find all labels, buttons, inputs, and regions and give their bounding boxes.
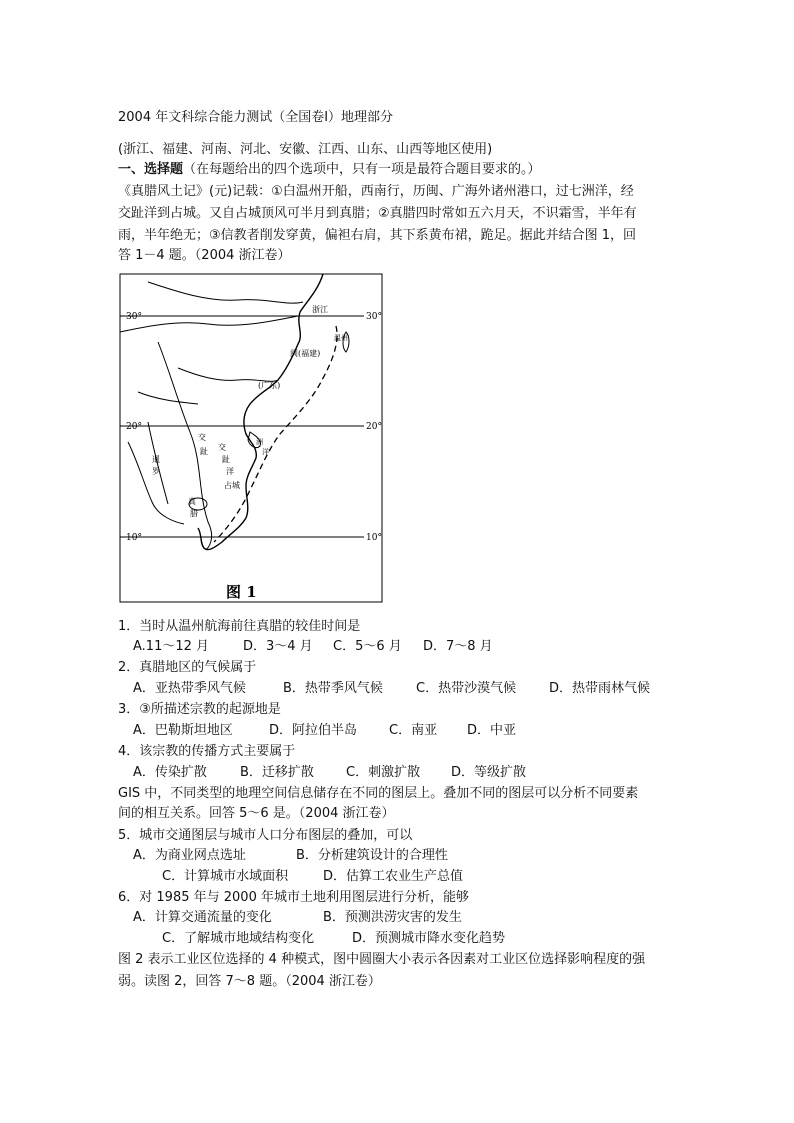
label-zhancheng: 占城 [224, 481, 240, 490]
question-6-stem: 6．对 1985 年与 2000 年城市土地利用图层进行分析，能够 [118, 890, 469, 905]
map-caption: 图 1 [226, 583, 257, 601]
lat-label-30-right: 30° [366, 312, 382, 322]
section-heading: 一、选择题 [118, 162, 184, 177]
label-min-fujian: 闽(福建) [290, 349, 321, 358]
q5-option-c: C．计算城市水域面积 [162, 869, 289, 884]
question-2-stem: 2．真腊地区的气候属于 [118, 660, 257, 675]
passage1-line-4: 答 1－4 题。（2004 浙江卷） [118, 248, 291, 263]
q1-option-c: C．5～6 月 [333, 639, 402, 654]
label-zhenla-1: 真 [188, 497, 196, 506]
question-5-stem: 5．城市交通图层与城市人口分布图层的叠加，可以 [118, 828, 413, 843]
passage1-line-2: 交趾洋到占城。又自占城顶风可半月到真腊；②真腊四时常如五六月天，不识霜雪，半年有 [118, 206, 637, 221]
q6-option-b: B．预测洪涝灾害的发生 [323, 910, 462, 925]
q1-option-d: D．7～8 月 [423, 639, 493, 654]
lat-label-20-left: 20° [126, 422, 142, 432]
q2-option-b: B．热带季风气候 [283, 681, 383, 696]
section-heading-line [118, 160, 541, 180]
q2-option-a: A．亚热带季风气候 [133, 681, 246, 696]
q5-option-b: B．分析建筑设计的合理性 [296, 848, 448, 863]
passage3-line-1: 图 2 表示工业区位选择的 4 种模式，图中圆圈大小表示各因素对工业区位选择影响程度的强 [118, 952, 646, 967]
q5-option-d: D．估算工农业生产总值 [323, 869, 464, 884]
q4-option-c: C．刺激扩散 [346, 765, 421, 780]
passage3-line-2: 弱。读图 2，回答 7～8 题。（2004 浙江卷） [118, 974, 381, 989]
q6-option-c: C．了解城市地域结构变化 [162, 931, 315, 946]
passage2-line-2: 间的相互关系。回答 5～6 是。（2004 浙江卷） [118, 806, 395, 821]
q5-option-a: A．为商业网点选址 [133, 848, 246, 863]
document-subtitle: (浙江、福建、河南、河北、安徽、江西、山东、山西等地区使用) [118, 142, 493, 157]
label-jiaozhiyang-1: 交 [218, 443, 226, 452]
passage1-line-1: 《真腊风土记》(元)记载：①白温州开船，西南行，历闽、广海外诸州港口，过七洲洋，经 [118, 184, 634, 199]
label-jiaozhiyang-3: 洋 [226, 467, 234, 476]
label-xianluo-1: 暹 [152, 455, 160, 464]
q3-option-c: C．南亚 [389, 723, 438, 738]
lat-label-10-right: 10° [366, 533, 382, 543]
q3-option-d: D．中亚 [467, 723, 517, 738]
label-jiaozhi-1: 交 [198, 433, 206, 442]
q1-option-a: A.11～12 月 [133, 639, 210, 654]
q3-option-b: D．阿拉伯半岛 [269, 723, 358, 738]
question-4-stem: 4．该宗教的传播方式主要属于 [118, 744, 296, 759]
section-instruction: （在每题给出的四个选项中，只有一项是最符合题目要求的。） [183, 162, 541, 177]
label-zhouyang-2: 洋 [262, 448, 269, 456]
q1-option-b: D．3～4 月 [243, 639, 313, 654]
label-zhenla-2: 腊 [190, 509, 198, 518]
question-1-stem: 1．当时从温州航海前往真腊的较佳时间是 [118, 619, 361, 634]
q4-option-a: A．传染扩散 [133, 765, 207, 780]
passage2-line-1: GIS 中，不同类型的地理空间信息储存在不同的图层上。叠加不同的图层可以分析不同要素 [118, 786, 639, 801]
question-3-stem: 3．③所描述宗教的起源地是 [118, 702, 281, 717]
document-title: 2004 年文科综合能力测试（全国卷Ⅰ）地理部分 [118, 110, 394, 125]
q3-option-a: A．巴勒斯坦地区 [133, 723, 233, 738]
q6-option-d: D．预测城市降水变化趋势 [352, 931, 506, 946]
label-guangdong: (广东) [258, 381, 281, 390]
label-zhouyang-1: 洲 [256, 438, 263, 446]
q2-option-d: D．热带雨林气候 [549, 681, 651, 696]
passage1-line-3: 雨，半年绝无；③信教者削发穿黄，偏袒右肩，其下系黄布裙，跪足。据此并结合图 1，回 [118, 228, 637, 243]
q4-option-b: B．迁移扩散 [240, 765, 314, 780]
label-jiaozhiyang-2: 趾 [222, 455, 230, 464]
map-svg [118, 272, 384, 604]
lat-label-20-right: 20° [366, 422, 382, 432]
label-jiaozhi-2: 趾 [200, 447, 208, 456]
q6-option-a: A．计算交通流量的变化 [133, 910, 272, 925]
q4-option-d: D．等级扩散 [451, 765, 527, 780]
lat-label-30-left: 30° [126, 312, 142, 322]
label-zhejiang: 浙江 [312, 305, 328, 314]
label-wenzhou: 温州 [334, 334, 348, 342]
map-figure-1 [118, 272, 384, 604]
q2-option-c: C．热带沙漠气候 [416, 681, 517, 696]
label-xianluo-2: 罗 [152, 467, 160, 476]
lat-label-10-left: 10° [126, 533, 142, 543]
